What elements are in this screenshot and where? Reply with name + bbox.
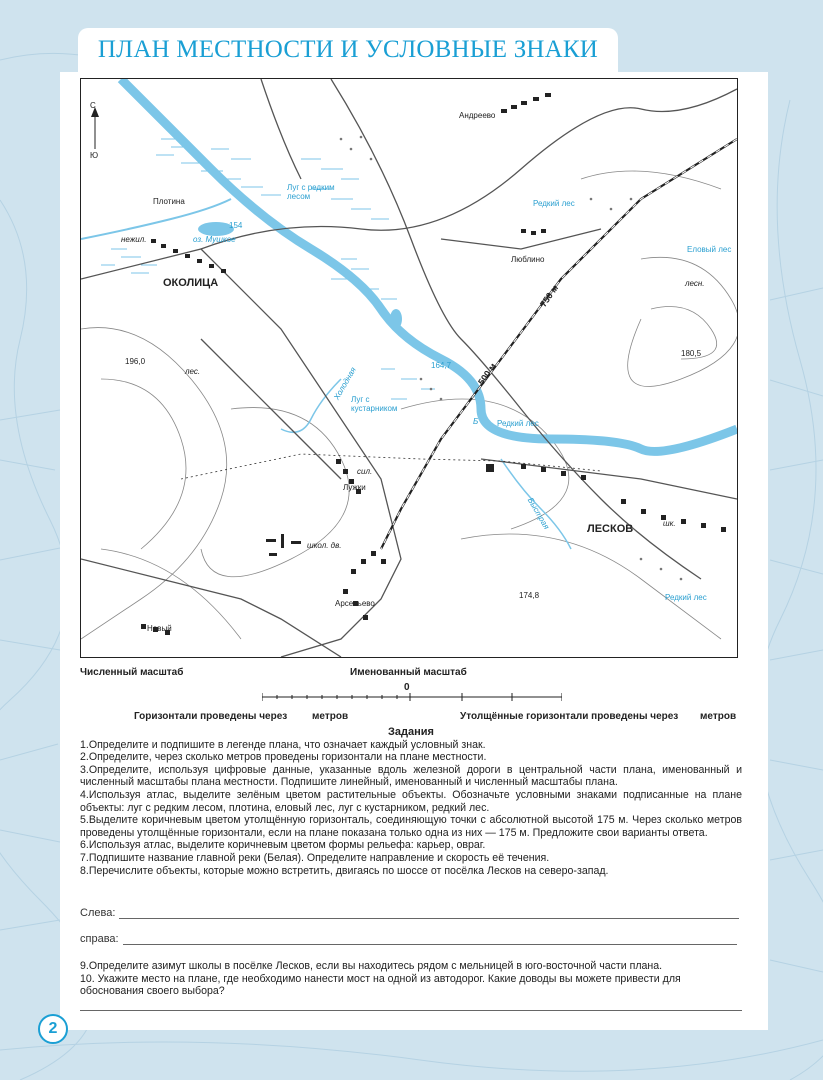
- settlement-andreevo: Андреево: [459, 111, 496, 120]
- label-sparse-forest-center: Редкий лес: [497, 419, 539, 428]
- settlement-lyublino: Люблино: [511, 255, 545, 264]
- tasks-block-2: [80, 960, 742, 998]
- tasks-block: [80, 726, 742, 877]
- thick-contour-interval-units: метров: [700, 711, 737, 722]
- title-banner: [78, 28, 618, 72]
- label-lake: оз. Мушкое: [193, 235, 236, 244]
- vegetation-dots: [340, 136, 683, 581]
- label-spruce-forest: Еловый лес: [687, 245, 732, 254]
- railway-distance-500: 500 м: [476, 361, 499, 387]
- elevation-174-8: 174,8: [519, 591, 540, 600]
- railway-distance-750: 750 м: [538, 283, 561, 309]
- settlement-okolitsa: ОКОЛИЦА: [163, 277, 219, 289]
- label-meadow-sparse-forest: Луг с редким лесом: [287, 183, 335, 201]
- contour-interval-label: Горизонтали проведены через: [134, 711, 288, 722]
- answer-final-line[interactable]: [80, 1010, 742, 1011]
- task-item: 3.Определите, используя цифровые данные, указанные вдоль железной дороги в центральной части плана, именованный и численный масштабы плана местности. Подпишите линейный, именованный и численный масштабы плана.: [80, 763, 742, 789]
- settlement-novy: Новый: [147, 624, 172, 633]
- tasks-title: Задания: [388, 726, 434, 738]
- contour-interval-units: метров: [312, 711, 349, 722]
- elevation-196: 196,0: [125, 357, 146, 366]
- settlement-arsenevo: Арсеньево: [335, 599, 375, 608]
- roads: [81, 79, 737, 657]
- answer-left-row: [80, 906, 739, 919]
- label-school: шк.: [663, 519, 676, 528]
- thick-contour-interval-label: Утолщённые горизонтали проведены через: [460, 711, 679, 722]
- pond: [390, 309, 402, 329]
- task-item: 8.Перечислите объекты, которые можно встретить, двигаясь по шоссе от посёлка Лесков на северо-запад.: [80, 864, 609, 877]
- map-drawing: [81, 79, 737, 657]
- label-bystraya: Быстрая: [525, 496, 552, 531]
- label-kholodnaya: Холодная: [332, 365, 358, 402]
- terrain-map: [80, 78, 738, 658]
- compass-arrow: [91, 107, 99, 149]
- elevation-154: 154: [229, 221, 243, 230]
- task-item: 4.Используя атлас, выделите зелёным цветом растительные объекты. Обозначьте условными знаками подписанные на плане объекты: луг с редким лесом, плотина, еловый лес, луг с кустарником, редкий лес.: [80, 788, 742, 814]
- settlement-leskov: ЛЕСКОВ: [587, 523, 634, 535]
- answer-left-label: Слева:: [80, 907, 116, 919]
- river-name-part: Б: [473, 417, 479, 426]
- scale-zero: 0: [404, 682, 410, 693]
- elevation-180-5: 180,5: [681, 349, 702, 358]
- label-dam: Плотина: [153, 197, 185, 206]
- label-abandoned: нежил.: [121, 235, 147, 244]
- label-meadow-shrubs: Луг с кустарником: [351, 395, 398, 413]
- task-item: 2.Определите, через сколько метров проведены горизонтали на плане местности.: [80, 751, 487, 764]
- task-item: 9.Определите азимут школы в посёлке Лесков, если вы находитесь рядом с мельницей в юго-восточной части плана.: [80, 960, 663, 972]
- task-item: 7.Подпишите название главной реки (Белая). Определите направление и скорость её течения.: [80, 851, 550, 864]
- page-title: ПЛАН МЕСТНОСТИ И УСЛОВНЫЕ ЗНАКИ: [97, 36, 599, 63]
- settlement-luzhki: Лужки: [343, 483, 366, 492]
- label-forest: лес.: [185, 367, 201, 376]
- label-school-yard: школ. дв.: [307, 541, 342, 550]
- compass-south-label: Ю: [90, 151, 99, 160]
- label-forester: лесн.: [685, 279, 705, 288]
- task-item: 6.Используя атлас, выделите коричневым цветом формы рельефа: карьер, овраг.: [80, 839, 486, 852]
- named-scale-label: Именованный масштаб: [350, 667, 467, 678]
- label-silo: сил.: [357, 467, 373, 476]
- task-item: 10. Укажите место на плане, где необходимо нанести мост на одной из автодорог. Какие доводы вы можете привести для обоснования своего выбора?: [80, 972, 681, 998]
- task-item: 5.Выделите коричневым цветом утолщённую горизонталь, соединяющую точки с абсолютной высотой 175 м. Через сколько метров проведены утолщённые горизонтали, если на плане показана только одна из них — 175 м. Предложите свои варианты ответа.: [80, 814, 742, 839]
- page-number: 2: [38, 1014, 68, 1044]
- label-sparse-forest-ne: Редкий лес: [533, 199, 575, 208]
- label-sparse-forest-se: Редкий лес: [665, 593, 707, 602]
- linear-scale-bar: [262, 692, 562, 702]
- answer-right-row: [80, 932, 737, 945]
- answer-right-label: справа:: [80, 933, 119, 945]
- task-item: 1.Определите и подпишите в легенде плана, что означает каждый условный знак.: [80, 738, 486, 751]
- compass-north-label: С: [90, 101, 96, 110]
- answer-right-line[interactable]: [123, 932, 737, 945]
- numeric-scale-label: Численный масштаб: [80, 667, 184, 678]
- answer-left-line[interactable]: [119, 906, 739, 919]
- elevation-164-7: 164,7: [431, 361, 452, 370]
